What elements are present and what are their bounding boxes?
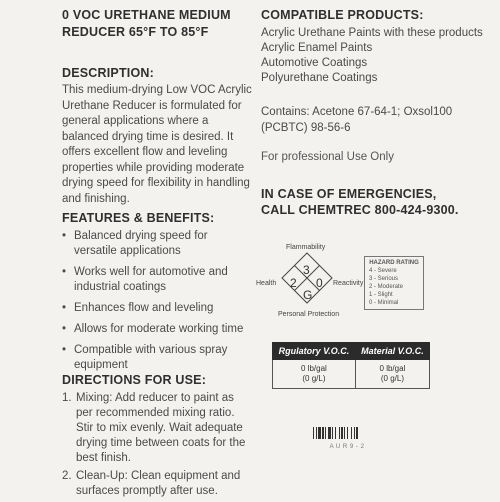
feature-item: • Compatible with various spray equipment — [62, 343, 252, 373]
protection-value: G — [303, 288, 313, 302]
barcode-caption: A U R 9 - 2 — [329, 444, 365, 450]
voc-table — [272, 342, 430, 389]
compatible-item: Acrylic Urethane Paints with these products — [261, 27, 483, 39]
features-list — [62, 229, 252, 379]
material-voc-value — [355, 360, 429, 389]
compatible-heading: COMPATIBLE PRODUCTS: — [261, 8, 424, 22]
reactivity-label: Reactivity — [333, 280, 364, 287]
barcode-bar — [341, 427, 343, 439]
hazard-rating-item: 1 - Slight — [369, 292, 393, 298]
hazard-rating-item: 4 - Severe — [369, 268, 397, 274]
health-value: 2 — [290, 276, 297, 290]
product-title-line1: 0 VOC URETHANE MEDIUM — [62, 8, 231, 22]
regulatory-voc-value — [273, 360, 356, 389]
barcode-bar — [313, 427, 314, 439]
barcode-bar — [351, 427, 352, 439]
directions-heading: DIRECTIONS FOR USE: — [62, 373, 207, 387]
contains-value: Contains: Acetone 67-64-1; Oxsol100 (PCBTC) 98-56-6 — [261, 106, 453, 134]
direction-text: Clean-Up: Clean equipment and surfaces promptly after use. — [76, 470, 241, 497]
voc-header-row — [273, 343, 430, 360]
direction-text: Mixing: Add reducer to paint as per recommended mixing ratio. Stir to mix evenly. Wait adequate drying time between coats for the best finish. — [76, 392, 246, 464]
hazard-rating-title: HAZARD RATING — [369, 260, 419, 266]
barcode-bar — [356, 427, 358, 439]
hazard-rating-legend — [364, 256, 424, 310]
barcode-bar — [344, 427, 345, 439]
hazard-rating-item: 3 - Serious — [369, 276, 399, 282]
direction-number: 2. — [62, 470, 72, 482]
features-heading: FEATURES & BENEFITS: — [62, 211, 215, 225]
material-voc-header: Material V.O.C. — [355, 343, 429, 360]
material-voc-gl: (0 g/L) — [380, 374, 404, 383]
protection-label: Personal Protection — [278, 311, 340, 318]
emergency-text: IN CASE OF EMERGENCIES, CALL CHEMTREC 800-424-9300. — [261, 187, 459, 217]
barcode-bar — [316, 427, 317, 439]
direction-item — [62, 391, 252, 466]
directions-list — [62, 391, 252, 502]
compatible-item: Polyurethane Coatings — [261, 72, 378, 84]
contains-text — [261, 105, 471, 136]
hazard-diamond — [250, 240, 370, 320]
regulatory-voc-gl: (0 g/L) — [302, 374, 326, 383]
hazard-rating-item: 0 - Minimal — [369, 300, 399, 306]
barcode-bar — [328, 427, 331, 439]
barcode-bar — [354, 427, 355, 439]
direction-item — [62, 469, 252, 499]
regulatory-voc-lbgal: 0 lb/gal — [301, 364, 327, 373]
product-title-line2: REDUCER 65°F TO 85°F — [62, 25, 209, 39]
product-title — [62, 8, 252, 39]
barcode-bar — [322, 427, 324, 439]
reactivity-value: 0 — [316, 276, 323, 290]
feature-item: • Works well for automotive and industrial coatings — [62, 265, 252, 295]
description-text: This medium-drying Low VOC Acrylic Urethane Reducer is formulated for general applications where a balanced drying time is desired. It offers excellent flow and leveling properties while providing moderate drying speed for flexibility in handling and finishing. — [62, 84, 252, 205]
barcode-bar — [318, 427, 321, 439]
feature-item: • Balanced drying speed for versatile applications — [62, 229, 252, 259]
regulatory-voc-header: Rgulatory V.O.C. — [273, 343, 356, 360]
compatible-item: Automotive Coatings — [261, 57, 368, 69]
barcode-bar — [335, 427, 336, 439]
professional-use-text: For professional Use Only — [261, 151, 394, 163]
flammability-value: 3 — [303, 263, 310, 277]
compatible-item: Acrylic Enamel Paints — [261, 42, 373, 54]
barcode-bar — [332, 427, 333, 439]
barcode — [312, 426, 382, 450]
hazard-rating-item: 2 - Moderate — [369, 284, 404, 290]
feature-item: • Enhances flow and leveling — [62, 301, 252, 316]
barcode-bar — [339, 427, 340, 439]
barcode-bar — [325, 427, 326, 439]
health-label: Health — [256, 280, 277, 287]
material-voc-lbgal: 0 lb/gal — [379, 364, 406, 373]
barcode-bars — [312, 427, 382, 439]
voc-value-row — [273, 360, 430, 389]
feature-item: • Allows for moderate working time — [62, 322, 252, 337]
description-heading: DESCRIPTION: — [62, 66, 154, 80]
barcode-bar — [347, 427, 348, 439]
direction-number: 1. — [62, 392, 72, 404]
flammability-label: Flammability — [286, 244, 326, 251]
compatible-list — [261, 26, 486, 86]
